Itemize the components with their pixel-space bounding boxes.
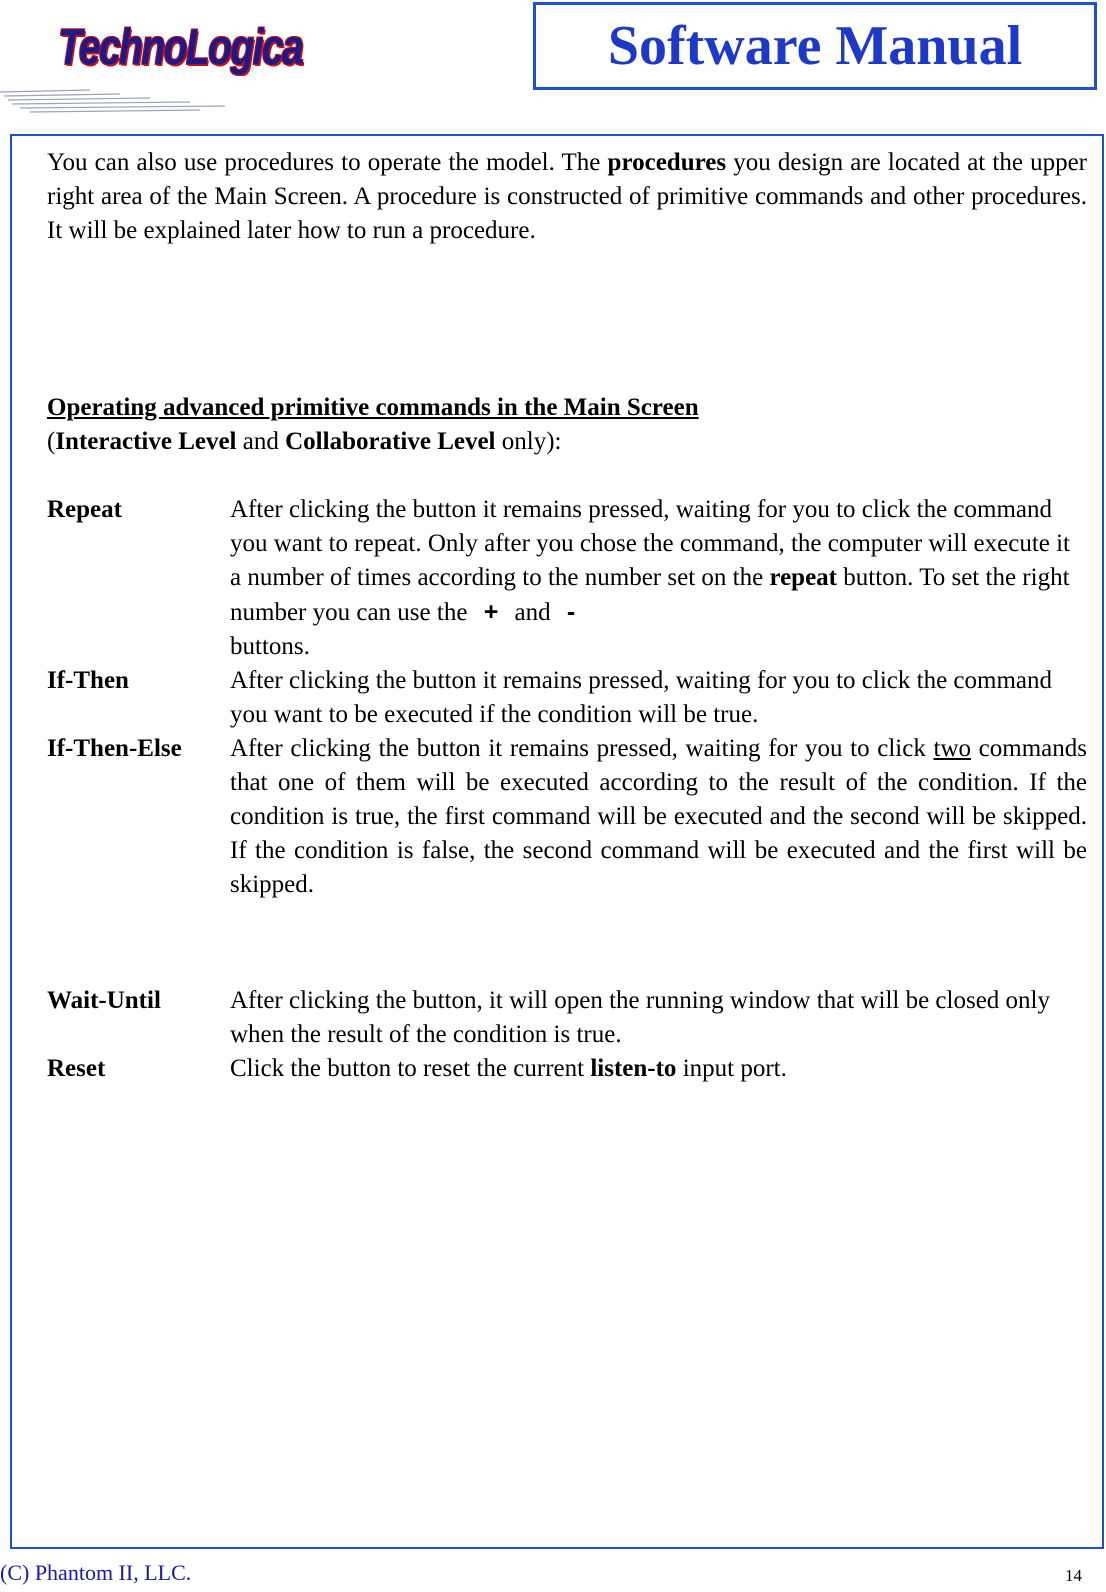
intro-bold-procedures: procedures (607, 149, 727, 176)
page-number: 14 (1065, 1566, 1082, 1585)
minus-symbol: - (566, 598, 576, 626)
desc-reset-bold: listen-to (590, 1055, 677, 1082)
desc-repeat-and: and (508, 599, 557, 626)
definition-if-then-else (47, 732, 1087, 902)
desc-reset (230, 1052, 1087, 1086)
term-repeat: Repeat (47, 496, 122, 523)
term-reset: Reset (47, 1055, 106, 1082)
definition-wait-until (47, 984, 1087, 1052)
logo-text: TechnoLogica (58, 19, 303, 75)
definition-if-then (47, 664, 1087, 732)
sub-close: only): (495, 428, 562, 455)
term-if-then-else: If-Then-Else (47, 735, 182, 762)
desc-if-then: After clicking the button it remains pressed, waiting for you to click the command you want to be executed if the condition will be true. (230, 667, 1053, 728)
plus-symbol: + (483, 598, 499, 626)
desc-ite-text1: After clicking the button it remains pressed, waiting for you to click (230, 735, 934, 762)
header-box (533, 2, 1097, 90)
logo (0, 0, 303, 125)
desc-reset-text2: input port. (676, 1055, 787, 1082)
desc-wait-until: After clicking the button, it will open the running window that will be closed only when the result of the condition is true. (230, 987, 1050, 1048)
desc-repeat-text1: After clicking the button it remains pressed, waiting for you to click the command you want to repeat. Only after you chose the command, the computer will execute it a number of times according to the number set on the (230, 496, 1071, 591)
sub-open: ( (47, 428, 56, 455)
definition-list (47, 493, 1087, 1086)
desc-repeat (230, 493, 1087, 664)
intro-text-2: you design are located at the upper right area of the Main Screen. A procedure is constructed of primitive commands and other procedures. It will be explained later how to run a procedure. (47, 149, 1087, 244)
term-wait-until: Wait-Until (47, 987, 161, 1014)
desc-ite-underlined: two (933, 735, 972, 762)
intro-text-1: You can also use procedures to operate the model. The (47, 149, 608, 176)
sub-and: and (236, 428, 286, 455)
term-if-then: If-Then (47, 667, 129, 694)
content (47, 146, 1087, 1086)
sub-interactive-level: Interactive Level (55, 428, 237, 455)
desc-if-then-else (230, 732, 1087, 902)
desc-repeat-text2: button. To set the right number you can use the (230, 564, 1070, 626)
logo-stripes (0, 86, 230, 114)
definition-repeat (47, 493, 1087, 664)
desc-repeat-text3: buttons. (230, 633, 310, 660)
spacer (47, 902, 1087, 984)
definition-reset (47, 1052, 1087, 1086)
desc-ite-text2: commands that one of them will be executed according to the result of the condition. If the condition is true, the first command will be executed and the second will be skipped. If the condition is false, the second command will be executed and the first will be skipped. (230, 735, 1087, 898)
footer-copyright: (C) Phantom II, LLC. (0, 1560, 192, 1585)
desc-reset-text1: Click the button to reset the current (230, 1055, 591, 1082)
section-heading: Operating advanced primitive commands in the Main Screen (47, 394, 699, 421)
intro-paragraph (47, 146, 1087, 248)
section-subheading (47, 425, 1087, 459)
desc-repeat-bold: repeat (769, 564, 838, 591)
page-header-title: Software Manual (607, 15, 1023, 77)
sub-collaborative-level: Collaborative Level (285, 428, 496, 455)
